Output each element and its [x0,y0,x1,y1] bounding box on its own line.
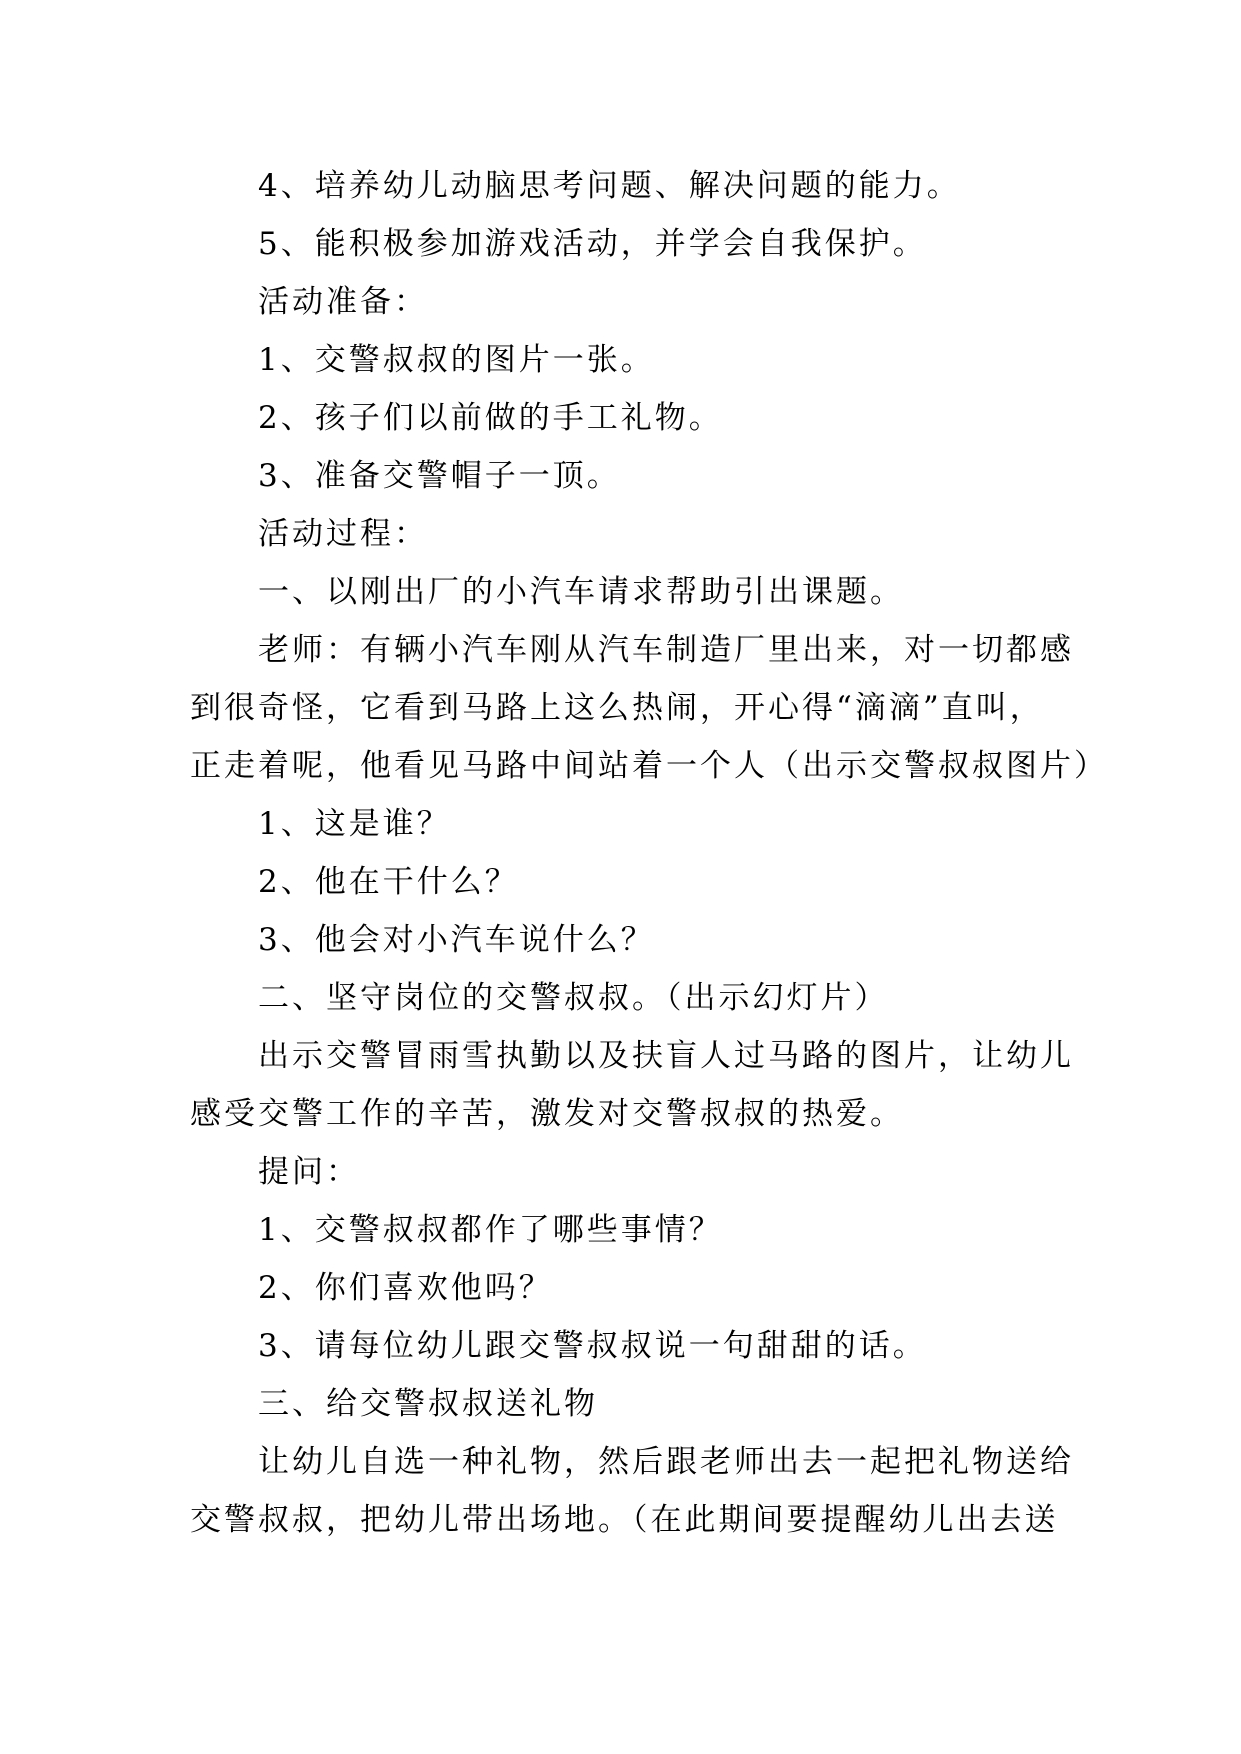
body-line: 2、你们喜欢他吗？ [258,1270,553,1306]
body-line: 老师：有辆小汽车刚从汽车制造厂里出来，对一切都感 [258,632,1074,668]
section-heading: 活动过程： [258,516,428,552]
section-heading: 提问： [258,1154,360,1190]
body-line: 2、他在干什么？ [258,864,519,900]
body-line: 正走着呢，他看见马路中间站着一个人（出示交警叔叔图片） [190,748,1108,784]
body-line: 三、给交警叔叔送礼物 [258,1386,598,1422]
body-line: 感受交警工作的辛苦，激发对交警叔叔的热爱。 [190,1096,904,1132]
body-line: 3、请每位幼儿跟交警叔叔说一句甜甜的话。 [258,1328,927,1364]
body-line: 二、坚守岗位的交警叔叔。（出示幻灯片） [258,980,889,1016]
body-line: 1、交警叔叔都作了哪些事情？ [258,1212,723,1248]
body-line: 一、以刚出厂的小汽车请求帮助引出课题。 [258,574,904,610]
body-line: 交警叔叔，把幼儿带出场地。（在此期间要提醒幼儿出去送 [190,1502,1059,1538]
section-heading: 活动准备： [258,284,428,320]
body-line: 3、他会对小汽车说什么？ [258,922,655,958]
body-line: 3、准备交警帽子一顶。 [258,458,621,494]
body-line: 4、培养幼儿动脑思考问题、解决问题的能力。 [258,168,961,204]
body-line: 让幼儿自选一种礼物，然后跟老师出去一起把礼物送给 [258,1444,1074,1480]
body-line: 1、这是谁？ [258,806,451,842]
body-line: 出示交警冒雨雪执勤以及扶盲人过马路的图片，让幼儿 [258,1038,1074,1074]
body-line: 到很奇怪，它看到马路上这么热闹，开心得“滴滴”直叫， [190,690,1044,726]
body-line: 1、交警叔叔的图片一张。 [258,342,655,378]
body-line: 5、能积极参加游戏活动，并学会自我保护。 [258,226,927,262]
body-line: 2、孩子们以前做的手工礼物。 [258,400,723,436]
